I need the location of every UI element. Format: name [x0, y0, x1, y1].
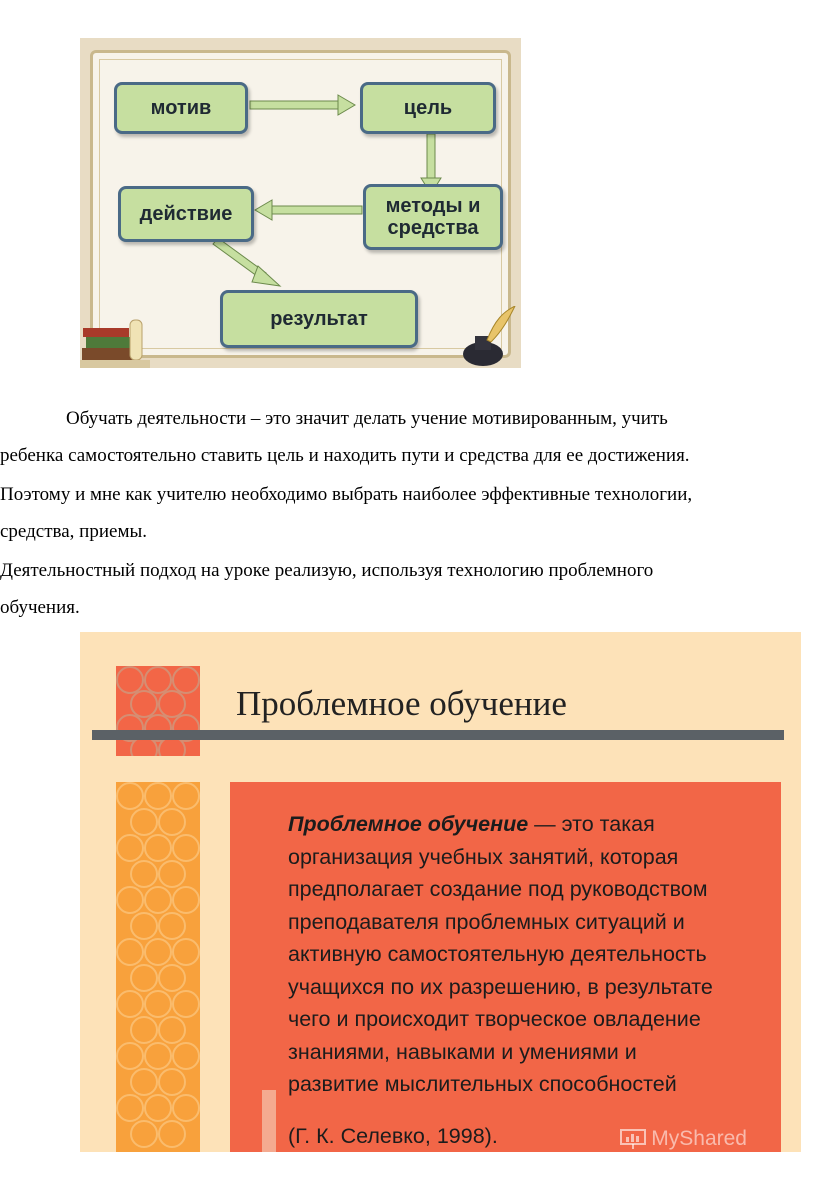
paragraph-line-3: Поэтому и мне как учителю необходимо выбрать наиболее эффективные технологии, — [0, 484, 693, 505]
node-methods: методы и средства — [363, 184, 503, 250]
definition-line-5: учащихся по их разрешению, в результате — [288, 974, 713, 999]
diagram-slide — [80, 38, 521, 368]
arrow-action-result — [213, 238, 280, 286]
paragraph-line-4: средства, приемы. — [0, 521, 147, 542]
inkwell-illustration — [457, 306, 517, 368]
watermark — [620, 1127, 747, 1151]
definition-line-6: чего и происходит творческое овладение — [288, 1007, 701, 1031]
node-result: результат — [220, 290, 418, 348]
definition-line-7: знаниями, навыками и умениями и — [288, 1039, 637, 1064]
definition-line-4: активную самостоятельную деятельность — [288, 942, 707, 966]
definition-line-1: организация учебных занятий, которая — [288, 844, 679, 869]
problem-learning-slide — [80, 632, 801, 1152]
definition-line-8: развитие мыслительных способностей — [288, 1072, 677, 1096]
slide-title: Проблемное обучение — [236, 684, 567, 723]
title-divider — [92, 730, 784, 740]
definition-box — [230, 782, 781, 1152]
arrow-motive-goal — [250, 95, 355, 115]
node-action: действие — [118, 186, 254, 242]
paragraph-line-1: Обучать деятельности – это значит делать учение мотивированным, учить — [66, 408, 668, 429]
paragraph-line-6: обучения. — [0, 597, 80, 618]
decorative-strip — [116, 782, 200, 1152]
definition-text — [288, 808, 778, 1101]
books-illustration — [80, 310, 150, 368]
decorative-square — [116, 666, 200, 756]
node-motive: мотив — [114, 82, 248, 134]
node-goal: цель — [360, 82, 496, 134]
paragraph-line-5: Деятельностный подход на уроке реализую, используя технологию проблемного — [0, 560, 654, 581]
watermark-text: MyShared — [651, 1127, 747, 1150]
paragraph-line-2: ребенка самостоятельно ставить цель и находить пути и средства для ее достижения. — [0, 445, 690, 466]
decorative-slice — [262, 1090, 276, 1152]
arrow-methods-action — [255, 200, 362, 220]
definition-line-2: предполагает создание под руководством — [288, 877, 708, 901]
definition-term: Проблемное обучение — [288, 812, 529, 836]
citation: (Г. К. Селевко, 1998). — [288, 1124, 498, 1148]
definition-line-3: преподавателя проблемных ситуаций и — [288, 909, 685, 934]
definition-line-0: — это такая — [528, 812, 655, 836]
presentation-icon — [620, 1128, 646, 1150]
